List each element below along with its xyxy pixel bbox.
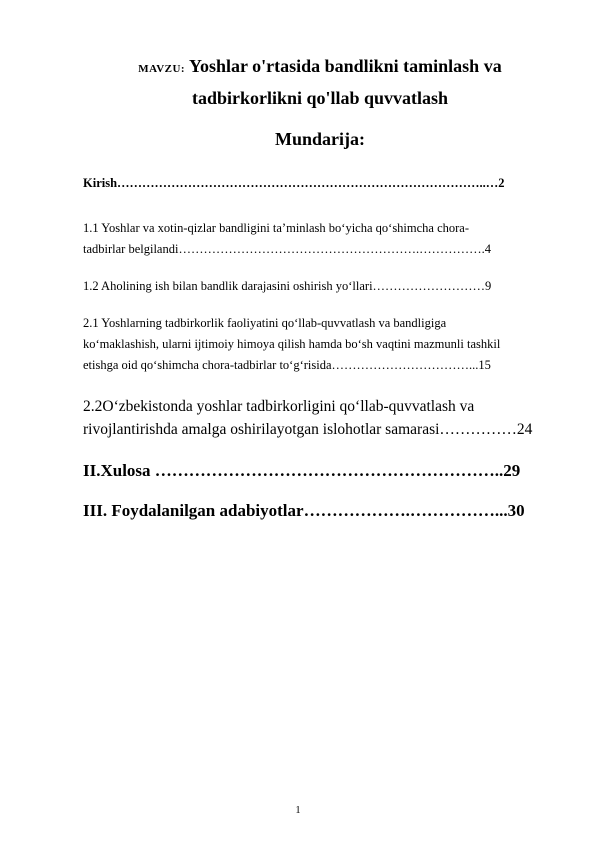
page-number: 1 bbox=[295, 805, 301, 816]
title-line-1: Yoshlar o'rtasida bandlikni taminlash va bbox=[188, 56, 502, 76]
toc-entry-xulosa: II.Xulosa ……………………………………………………..29 bbox=[83, 461, 521, 480]
toc-entry-2-2-line1: 2.2O‘zbekistonda yoshlar tadbirkorligini qo‘llab-quvvatlash va bbox=[83, 398, 475, 415]
toc-entry-1-2: 1.2 Aholining ish bilan bandlik darajasini oshirish yo‘llari………………………9 bbox=[83, 279, 492, 293]
toc-entry-2-1-line3: etishga oid qo‘shimcha chora-tadbirlar to‘g‘risida……………………………...15 bbox=[83, 358, 491, 372]
toc-entry-2-2 bbox=[83, 395, 554, 441]
toc-title: Mundarija: bbox=[275, 129, 365, 149]
mavzu-label: MAVZU: bbox=[138, 63, 186, 75]
title-line-2: tadbirkorlikni qo'llab quvvatlash bbox=[191, 88, 449, 108]
toc-entry-1-1-line1: 1.1 Yoshlar va xotin-qizlar bandligini ta’minlash bo‘yicha qo‘shimcha chora- bbox=[83, 221, 470, 235]
toc-entry-kirish: Kirish……………………………………………………………………………..…2 bbox=[83, 176, 505, 190]
toc-entry-1-1 bbox=[83, 218, 554, 260]
document-title bbox=[80, 56, 560, 77]
toc-entry-2-1-line1: 2.1 Yoshlarning tadbirkorlik faoliyatini qo‘llab-quvvatlash va bandligiga bbox=[83, 316, 447, 330]
toc-entry-2-1-line2: ko‘maklashish, ularni ijtimoiy himoya qilish hamda bo‘sh vaqtini mazmunli tashkil bbox=[83, 337, 501, 351]
toc-entry-2-2-line2: rivojlantirishda amalga oshirilayotgan islohotlar samarasi……………24 bbox=[83, 421, 533, 438]
toc-entry-2-1 bbox=[83, 313, 554, 376]
toc-entry-1-1-line2: tadbirlar belgilandi………………………………………………….…………….4 bbox=[83, 242, 491, 256]
toc-entry-foydalanilgan-adabiyotlar: III. Foydalanilgan adabiyotlar……………….……………...30 bbox=[83, 501, 525, 520]
